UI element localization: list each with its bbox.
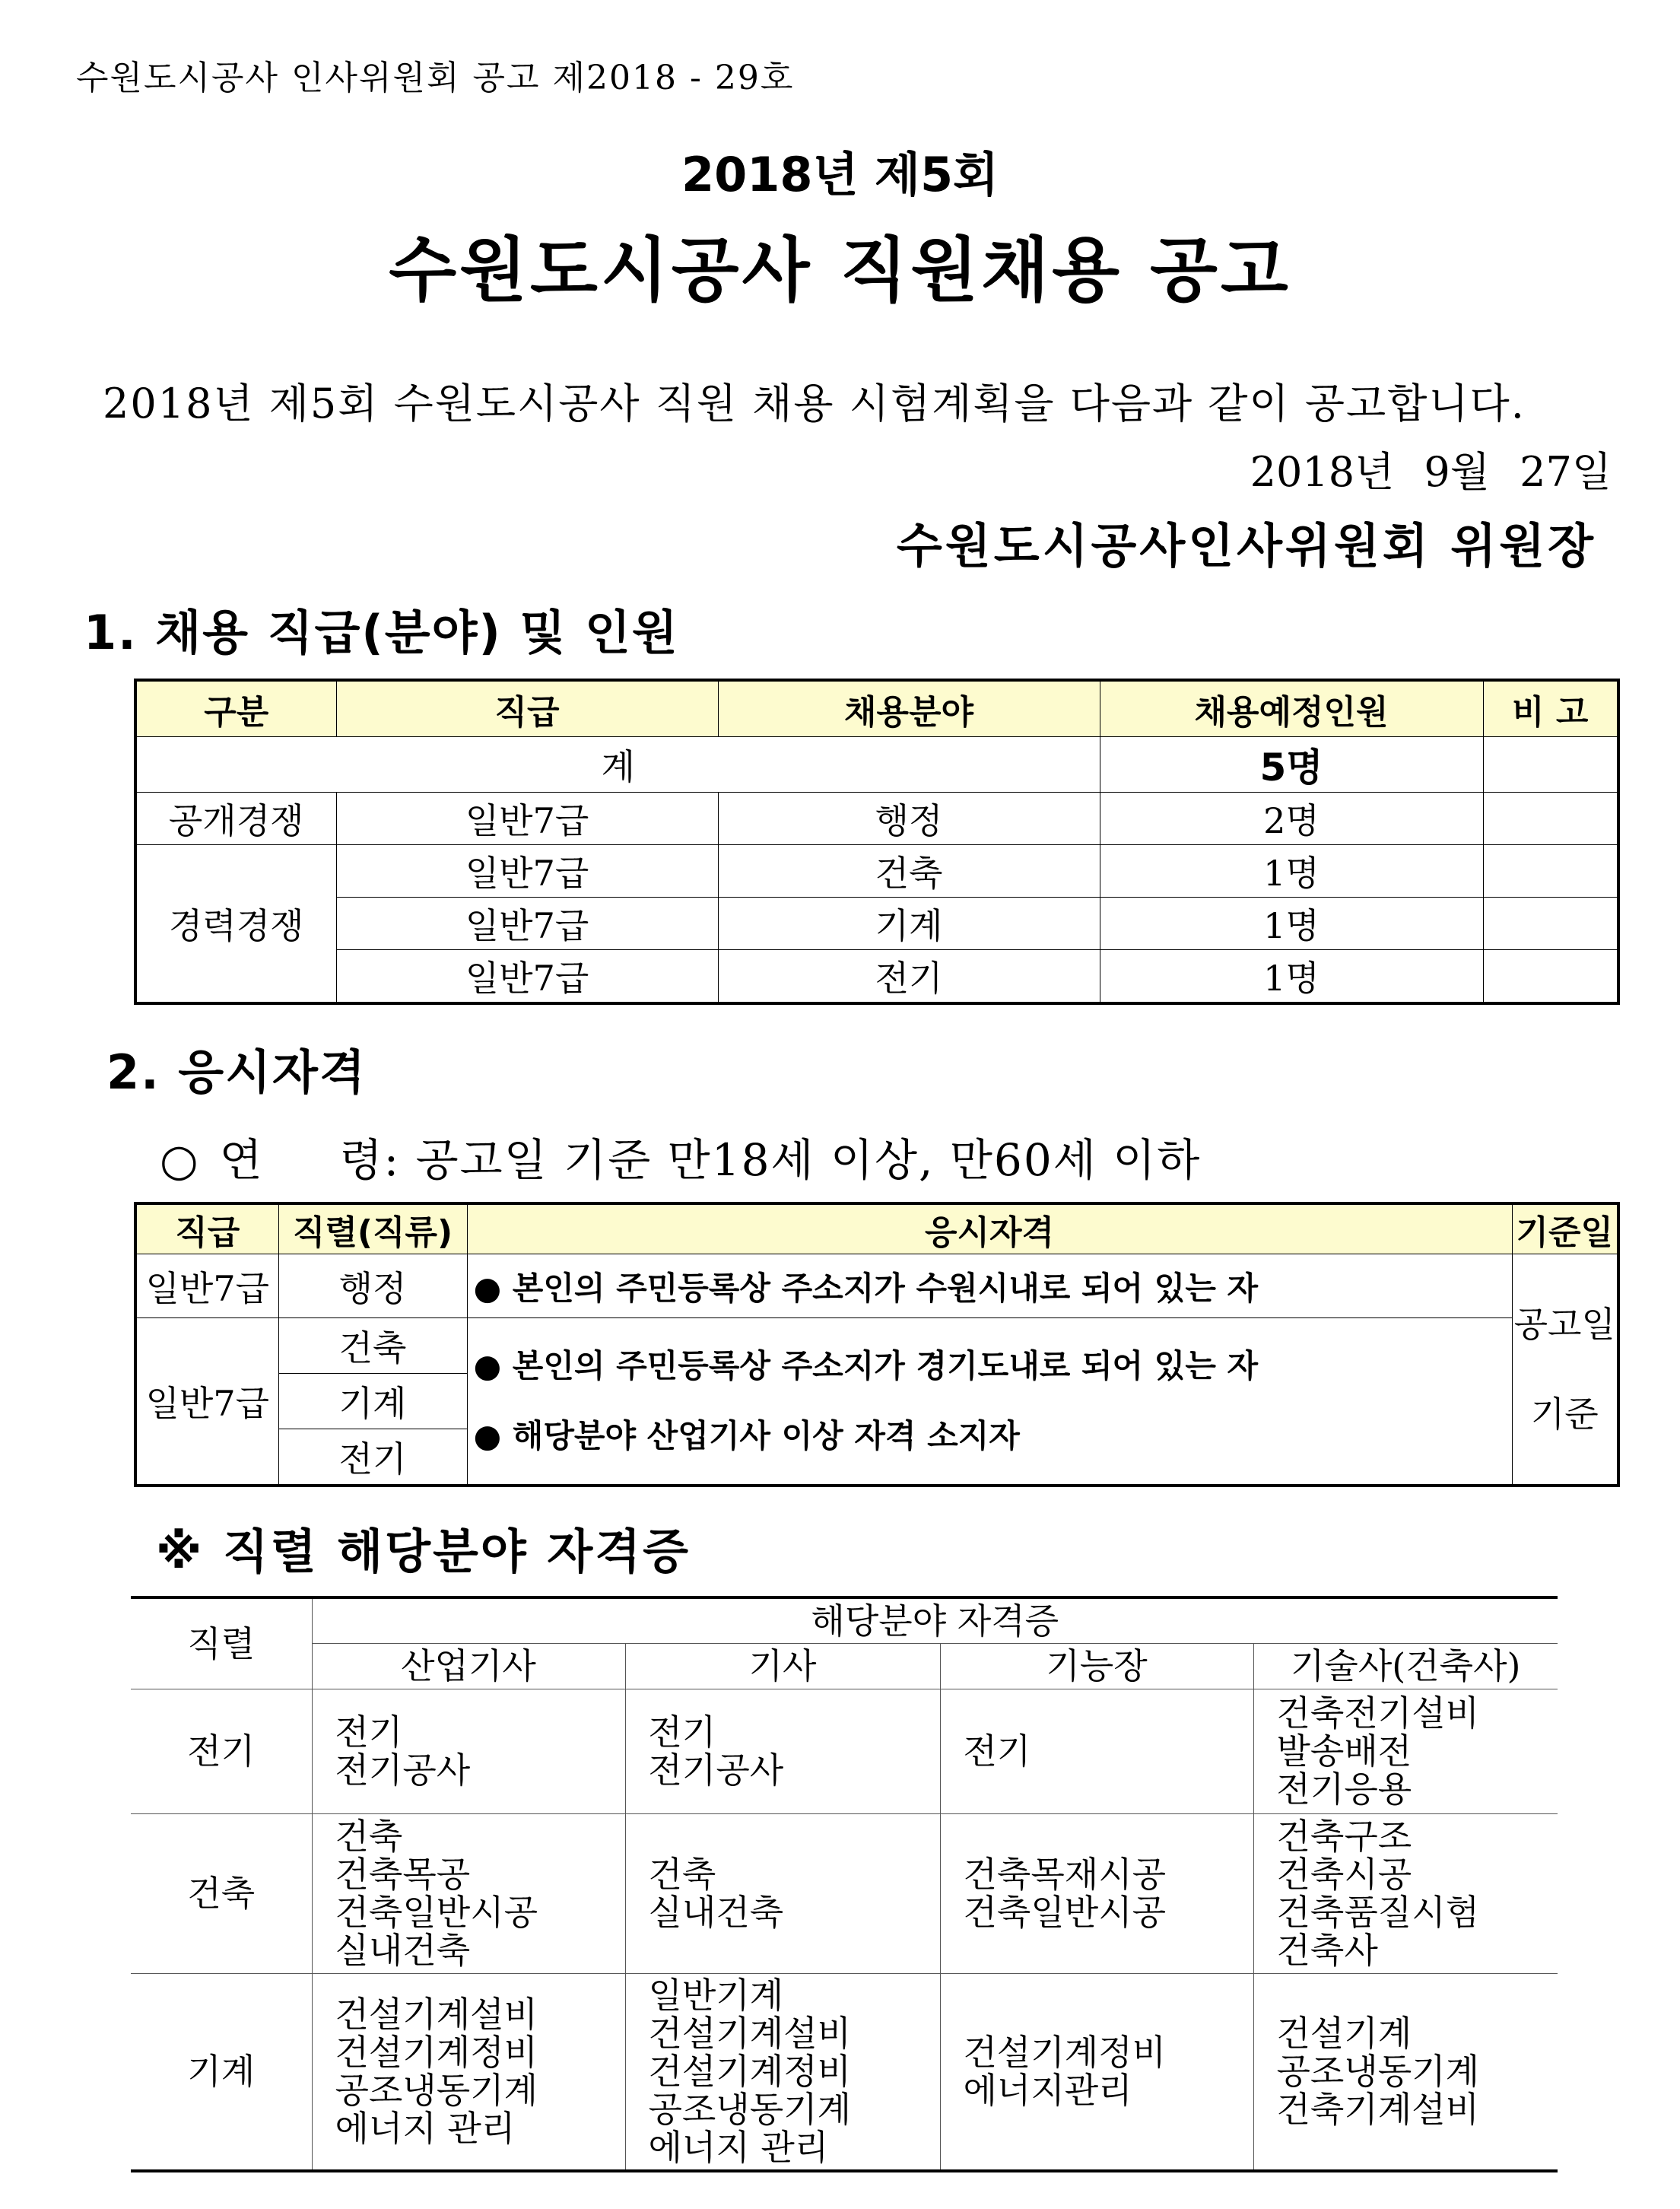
- column-group-header: 해당분야 자격증: [312, 1597, 1558, 1643]
- remark-cell: [1483, 793, 1618, 845]
- column-header: 구분: [135, 680, 336, 737]
- qualification-cell: [467, 1318, 1512, 1486]
- column-header: 채용예정인원: [1100, 680, 1483, 737]
- age-label-1: 연: [219, 1134, 264, 1186]
- section-3-heading: ※ 직렬 해당분야 자격증: [156, 1524, 691, 1579]
- qualification-table: [134, 1202, 1620, 1487]
- table-row: [135, 793, 1618, 845]
- cert-item: 에너지관리: [963, 2070, 1132, 2112]
- group-cell: 공개경쟁: [135, 793, 336, 845]
- cert-item: 에너지 관리: [335, 2108, 516, 2150]
- cert-cell: [1253, 1689, 1558, 1813]
- cert-item: 전기공사: [335, 1750, 471, 1791]
- table-header-row: [131, 1597, 1558, 1643]
- cert-item: 전기: [963, 1731, 1031, 1772]
- grade-cell: 일반7급: [336, 845, 718, 898]
- column-header: 응시자격: [467, 1203, 1512, 1254]
- series-cell: 행정: [278, 1254, 467, 1318]
- age-text: 공고일 기준 만18세 이상, 만60세 이하: [415, 1134, 1202, 1186]
- cert-item: 전기응용: [1276, 1769, 1412, 1810]
- cert-cell: [1253, 1813, 1558, 1973]
- circle-bullet-icon: ○: [160, 1134, 200, 1186]
- cert-item: 건설기계설비: [335, 1994, 538, 2036]
- cert-item: 건축기계설비: [1276, 2089, 1480, 2131]
- table-row: [131, 1689, 1558, 1813]
- qualification-line: ● 해당분야 산업기사 이상 자격 소지자: [473, 1417, 1020, 1454]
- cert-item: 건축: [335, 1816, 403, 1857]
- table-row: [135, 898, 1618, 950]
- cert-item: 발송배전: [1276, 1731, 1412, 1772]
- cert-cell: [625, 1813, 940, 1973]
- cert-item: 건축시공: [1276, 1854, 1412, 1895]
- basis-line-1: 공고일: [1513, 1304, 1615, 1345]
- field-cell: 행정: [718, 793, 1100, 845]
- qualification-line: ● 본인의 주민등록상 주소지가 경기도내로 되어 있는 자: [473, 1347, 1259, 1384]
- cert-item: 건축일반시공: [963, 1892, 1167, 1933]
- cert-item: 건설기계: [1276, 2013, 1412, 2055]
- table-header-row: [135, 680, 1618, 737]
- cert-cell: [1253, 1973, 1558, 2171]
- remark-cell: [1483, 950, 1618, 1004]
- cert-item: 공조냉동기계: [335, 2070, 538, 2112]
- qualification-cell: ● 본인의 주민등록상 주소지가 수원시내로 되어 있는 자: [467, 1254, 1512, 1318]
- table-row: [135, 845, 1618, 898]
- grade-cell: 일반7급: [135, 1254, 278, 1318]
- certificate-table: [131, 1596, 1558, 2172]
- cert-item: 건축: [648, 1854, 716, 1895]
- cert-cell: [940, 1689, 1253, 1813]
- cert-item: 공조냉동기계: [1276, 2051, 1480, 2093]
- cert-item: 건축전기설비: [1276, 1693, 1480, 1734]
- cert-item: 건설기계정비: [335, 2032, 538, 2074]
- table-row: [131, 1813, 1558, 1973]
- notice-number: 수원도시공사 인사위원회 공고 제2018 - 29호: [76, 59, 795, 97]
- column-header: 산업기사: [312, 1643, 625, 1689]
- cert-item: 전기: [648, 1712, 716, 1753]
- table-subheader-row: [131, 1643, 1558, 1689]
- cert-item: 건설기계정비: [963, 2032, 1167, 2074]
- cert-cell: [312, 1973, 625, 2171]
- remark-cell: [1483, 737, 1618, 793]
- table-row: [131, 1973, 1558, 2171]
- table-row: [135, 950, 1618, 1004]
- column-header: 비 고: [1483, 680, 1618, 737]
- cert-item: 건축구조: [1276, 1816, 1412, 1857]
- remark-cell: [1483, 845, 1618, 898]
- notice-date: 2018년 9월 27일: [1250, 448, 1612, 496]
- cert-cell: [625, 1689, 940, 1813]
- column-header: 직렬(직류): [278, 1203, 467, 1254]
- group-cell: 경력경쟁: [135, 845, 336, 1004]
- total-label: 계: [135, 737, 1100, 793]
- column-header: 채용분야: [718, 680, 1100, 737]
- column-header: 기준일: [1512, 1203, 1618, 1254]
- intro-text: 2018년 제5회 수원도시공사 직원 채용 시험계획을 다음과 같이 공고합니다.: [103, 380, 1526, 427]
- grade-cell: 일반7급: [336, 950, 718, 1004]
- cert-item: 전기: [335, 1712, 403, 1753]
- cert-item: 건축일반시공: [335, 1892, 538, 1933]
- series-cell: 기계: [131, 1973, 312, 2171]
- section-1-heading: 1. 채용 직급(분야) 및 인원: [84, 605, 679, 660]
- cert-item: 공조냉동기계: [648, 2089, 852, 2131]
- column-header: 기능장: [940, 1643, 1253, 1689]
- basis-line-2: 기준: [1530, 1394, 1599, 1435]
- cert-cell: [940, 1813, 1253, 1973]
- cert-item: 실내건축: [335, 1930, 471, 1971]
- field-cell: 기계: [718, 898, 1100, 950]
- total-count: 5명: [1100, 737, 1483, 793]
- cert-cell: [940, 1973, 1253, 2171]
- count-cell: 1명: [1100, 898, 1483, 950]
- column-header: 기사: [625, 1643, 940, 1689]
- grade-cell: 일반7급: [336, 793, 718, 845]
- cert-item: 건설기계설비: [648, 2013, 852, 2055]
- cert-item: 전기공사: [648, 1750, 784, 1791]
- cert-item: 건축품질시험: [1276, 1892, 1480, 1933]
- cert-cell: [625, 1973, 940, 2171]
- age-requirement: [160, 1124, 1201, 1188]
- column-header: 직렬: [131, 1597, 312, 1689]
- series-cell: 건축: [278, 1318, 467, 1374]
- count-cell: 1명: [1100, 845, 1483, 898]
- cert-cell: [312, 1689, 625, 1813]
- cert-item: 건축목재시공: [963, 1854, 1167, 1895]
- section-2-heading: 2. 응시자격: [106, 1044, 367, 1100]
- title-sub: 2018년 제5회: [681, 147, 999, 202]
- cert-item: 에너지 관리: [648, 2127, 829, 2169]
- series-cell: 건축: [131, 1813, 312, 1973]
- table-header-row: [135, 1203, 1618, 1254]
- field-cell: 전기: [718, 950, 1100, 1004]
- column-header: 기술사(건축사): [1253, 1643, 1558, 1689]
- age-label-2: 령:: [339, 1134, 401, 1186]
- basis-date-cell: [1512, 1254, 1618, 1486]
- recruitment-table: [134, 679, 1620, 1005]
- grade-cell: 일반7급: [135, 1318, 278, 1486]
- cert-item: 건축사: [1276, 1930, 1378, 1971]
- series-cell: 전기: [278, 1429, 467, 1486]
- cert-item: 실내건축: [648, 1892, 784, 1933]
- total-row: [135, 737, 1618, 793]
- cert-item: 건축목공: [335, 1854, 471, 1895]
- table-row: [135, 1318, 1618, 1374]
- remark-cell: [1483, 898, 1618, 950]
- grade-cell: 일반7급: [336, 898, 718, 950]
- cert-item: 일반기계: [648, 1975, 784, 2017]
- column-header: 직급: [135, 1203, 278, 1254]
- signer: 수원도시공사인사위원회 위원장: [896, 518, 1596, 574]
- count-cell: 1명: [1100, 950, 1483, 1004]
- series-cell: 전기: [131, 1689, 312, 1813]
- cert-cell: [312, 1813, 625, 1973]
- series-cell: 기계: [278, 1374, 467, 1429]
- page-title: 수원도시공사 직원채용 공고: [389, 230, 1291, 311]
- column-header: 직급: [336, 680, 718, 737]
- table-row: [135, 1254, 1618, 1318]
- count-cell: 2명: [1100, 793, 1483, 845]
- cert-item: 건설기계정비: [648, 2051, 852, 2093]
- field-cell: 건축: [718, 845, 1100, 898]
